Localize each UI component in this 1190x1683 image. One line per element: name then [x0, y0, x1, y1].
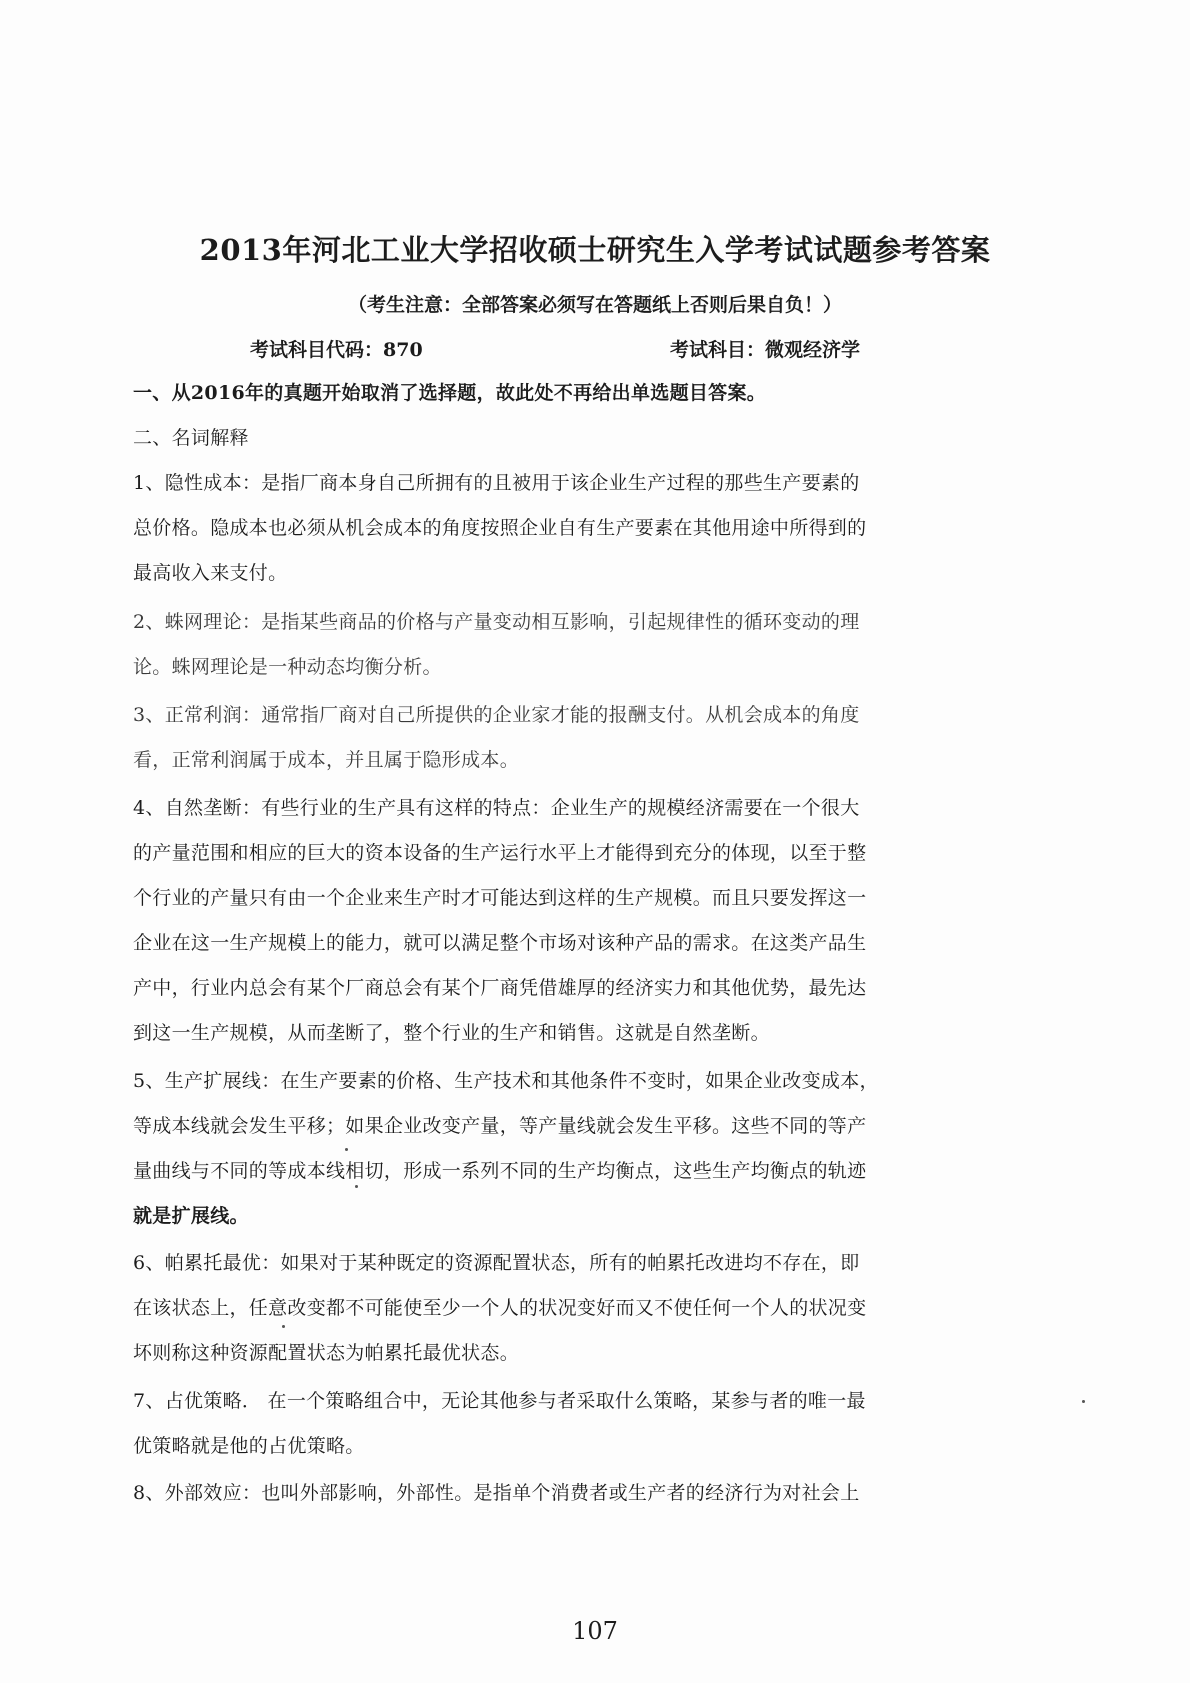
text-line: 最高收入来支付。: [133, 562, 288, 584]
page-title: 2013年河北工业大学招收硕士研究生入学考试试题参考答案: [199, 233, 991, 267]
text-line: 在该状态上，任意改变都不可能使至少一个人的状况变好而又不使任何一个人的状况变: [133, 1297, 867, 1319]
subject-code: 考试科目代码：870: [250, 339, 423, 361]
text-line: 2、蛛网理论：是指某些商品的价格与产量变动相互影响，引起规律性的循环变动的理: [133, 611, 860, 633]
text-line: 等成本线就会发生平移；如果企业改变产量，等产量线就会发生平移。这些不同的等产: [133, 1115, 867, 1137]
text-line: 坏则称这种资源配置状态为帕累托最优状态。: [133, 1342, 520, 1364]
text-line: 到这一生产规模，从而垄断了，整个行业的生产和销售。这就是自然垄断。: [133, 1022, 770, 1044]
subject-name: 考试科目：微观经济学: [670, 339, 861, 361]
scan-speck: [1082, 1400, 1085, 1403]
section-heading: 一、从2016年的真题开始取消了选择题，故此处不再给出单选题目答案。: [133, 382, 767, 404]
text-line: 6、帕累托最优：如果对于某种既定的资源配置状态，所有的帕累托改进均不存在，即: [133, 1252, 860, 1274]
page-number: 107: [572, 1617, 618, 1645]
text-line: 总价格。隐成本也必须从机会成本的角度按照企业自有生产要素在其他用途中所得到的: [133, 517, 867, 539]
text-line: 就是扩展线。: [133, 1205, 249, 1227]
text-line: 7、占优策略． 在一个策略组合中，无论其他参与者采取什么策略，某参与者的唯一最: [133, 1390, 866, 1412]
text-line: 1、隐性成本：是指厂商本身自己所拥有的且被用于该企业生产过程的那些生产要素的: [133, 472, 860, 494]
scan-speck: [355, 1185, 358, 1188]
text-line: 论。蛛网理论是一种动态均衡分析。: [133, 656, 442, 678]
section-heading: 二、名词解释: [133, 427, 249, 449]
text-line: 看，正常利润属于成本，并且属于隐形成本。: [133, 749, 520, 771]
text-line: 5、生产扩展线：在生产要素的价格、生产技术和其他条件不变时，如果企业改变成本，: [133, 1070, 879, 1092]
text-line: 个行业的产量只有由一个企业来生产时才可能达到这样的生产规模。而且只要发挥这一: [133, 887, 867, 909]
exam-notice: （考生注意：全部答案必须写在答题纸上否则后果自负！）: [347, 294, 842, 316]
scan-speck: [282, 1325, 285, 1328]
text-line: 4、自然垄断：有些行业的生产具有这样的特点：企业生产的规模经济需要在一个很大: [133, 797, 860, 819]
text-line: 3、正常利润：通常指厂商对自己所提供的企业家才能的报酬支付。从机会成本的角度: [133, 704, 860, 726]
text-line: 的产量范围和相应的巨大的资本设备的生产运行水平上才能得到充分的体现，以至于整: [133, 842, 867, 864]
text-line: 优策略就是他的占优策略。: [133, 1435, 365, 1457]
text-line: 企业在这一生产规模上的能力，就可以满足整个市场对该种产品的需求。在这类产品生: [133, 932, 867, 954]
text-line: 产中，行业内总会有某个厂商总会有某个厂商凭借雄厚的经济实力和其他优势，最先达: [133, 977, 867, 999]
text-line: 8、外部效应：也叫外部影响，外部性。是指单个消费者或生产者的经济行为对社会上: [133, 1482, 860, 1504]
text-line: 量曲线与不同的等成本线相切，形成一系列不同的生产均衡点，这些生产均衡点的轨迹: [133, 1160, 867, 1182]
scan-speck: [345, 1148, 348, 1151]
